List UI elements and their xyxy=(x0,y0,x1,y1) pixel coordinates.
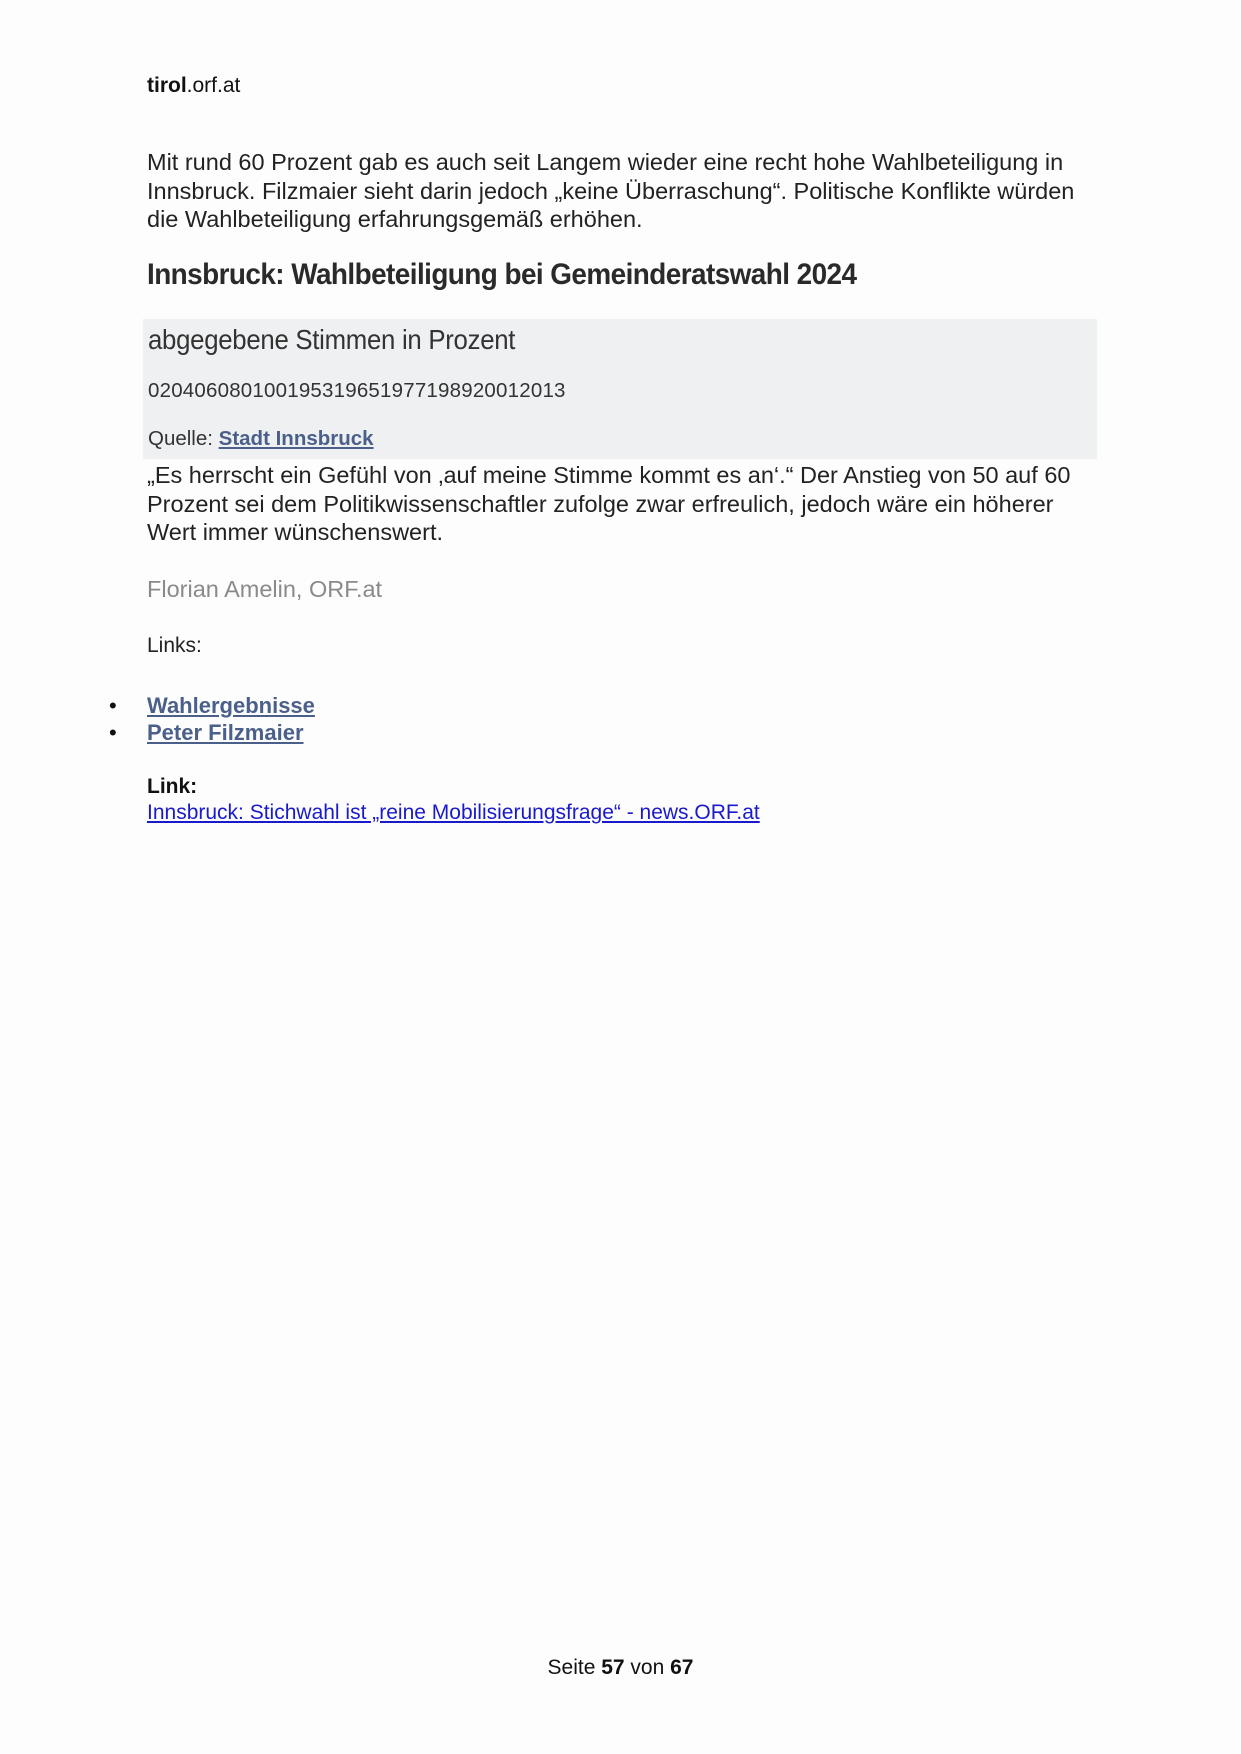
bullet-icon: • xyxy=(109,693,117,718)
link-news-orf[interactable]: Innsbruck: Stichwahl ist „reine Mobilisierungsfrage“ - news.ORF.at xyxy=(147,801,760,824)
footer-page-total: 67 xyxy=(670,1656,694,1679)
author-byline: Florian Amelin, ORF.at xyxy=(147,576,383,602)
link-wahlergebnisse[interactable]: Wahlergebnisse xyxy=(147,693,315,718)
link-heading: Link: xyxy=(147,775,198,798)
list-item xyxy=(109,692,315,719)
page-footer xyxy=(0,1656,1241,1680)
site-name-rest: .orf.at xyxy=(186,74,241,97)
paragraph-turnout: Mit rund 60 Prozent gab es auch seit Langem wieder eine recht hohe Wahlbeteiligung in Innsbruck. Filzmaier sieht darin jedoch „keine Überraschung“. Politische Konflikte würden die Wahlbeteiligung erfahrungsgemäß erhöhen. xyxy=(147,149,1075,232)
chart-subtitle: abgegebene Stimmen in Prozent xyxy=(148,324,516,355)
chart-source xyxy=(148,427,374,451)
footer-prefix: Seite xyxy=(547,1656,602,1679)
chart-source-label: Quelle: xyxy=(148,427,219,450)
site-header xyxy=(147,74,240,98)
links-list xyxy=(109,692,315,746)
link-peter-filzmaier[interactable]: Peter Filzmaier xyxy=(147,720,304,745)
chart-source-link[interactable]: Stadt Innsbruck xyxy=(218,427,374,450)
chart-placeholder xyxy=(143,319,1097,459)
list-item xyxy=(109,719,315,746)
bullet-icon: • xyxy=(109,720,117,745)
paragraph-quote: „Es herrscht ein Gefühl von ‚auf meine Stimme kommt es an‘.“ Der Anstieg von 50 auf 60 Prozent sei dem Politikwissenschaftler zufolge zwar erfreulich, jedoch wäre ein höherer Wert immer wünschenswert. xyxy=(147,462,1071,545)
footer-page-number: 57 xyxy=(601,1656,625,1679)
footer-middle: von xyxy=(624,1656,671,1679)
links-label: Links: xyxy=(147,634,202,657)
chart-heading: Innsbruck: Wahlbeteiligung bei Gemeinderatswahl 2024 xyxy=(147,258,857,291)
chart-axis-text: 020406080100195319651977198920012013 xyxy=(148,379,566,402)
site-name-bold: tirol xyxy=(147,74,187,97)
